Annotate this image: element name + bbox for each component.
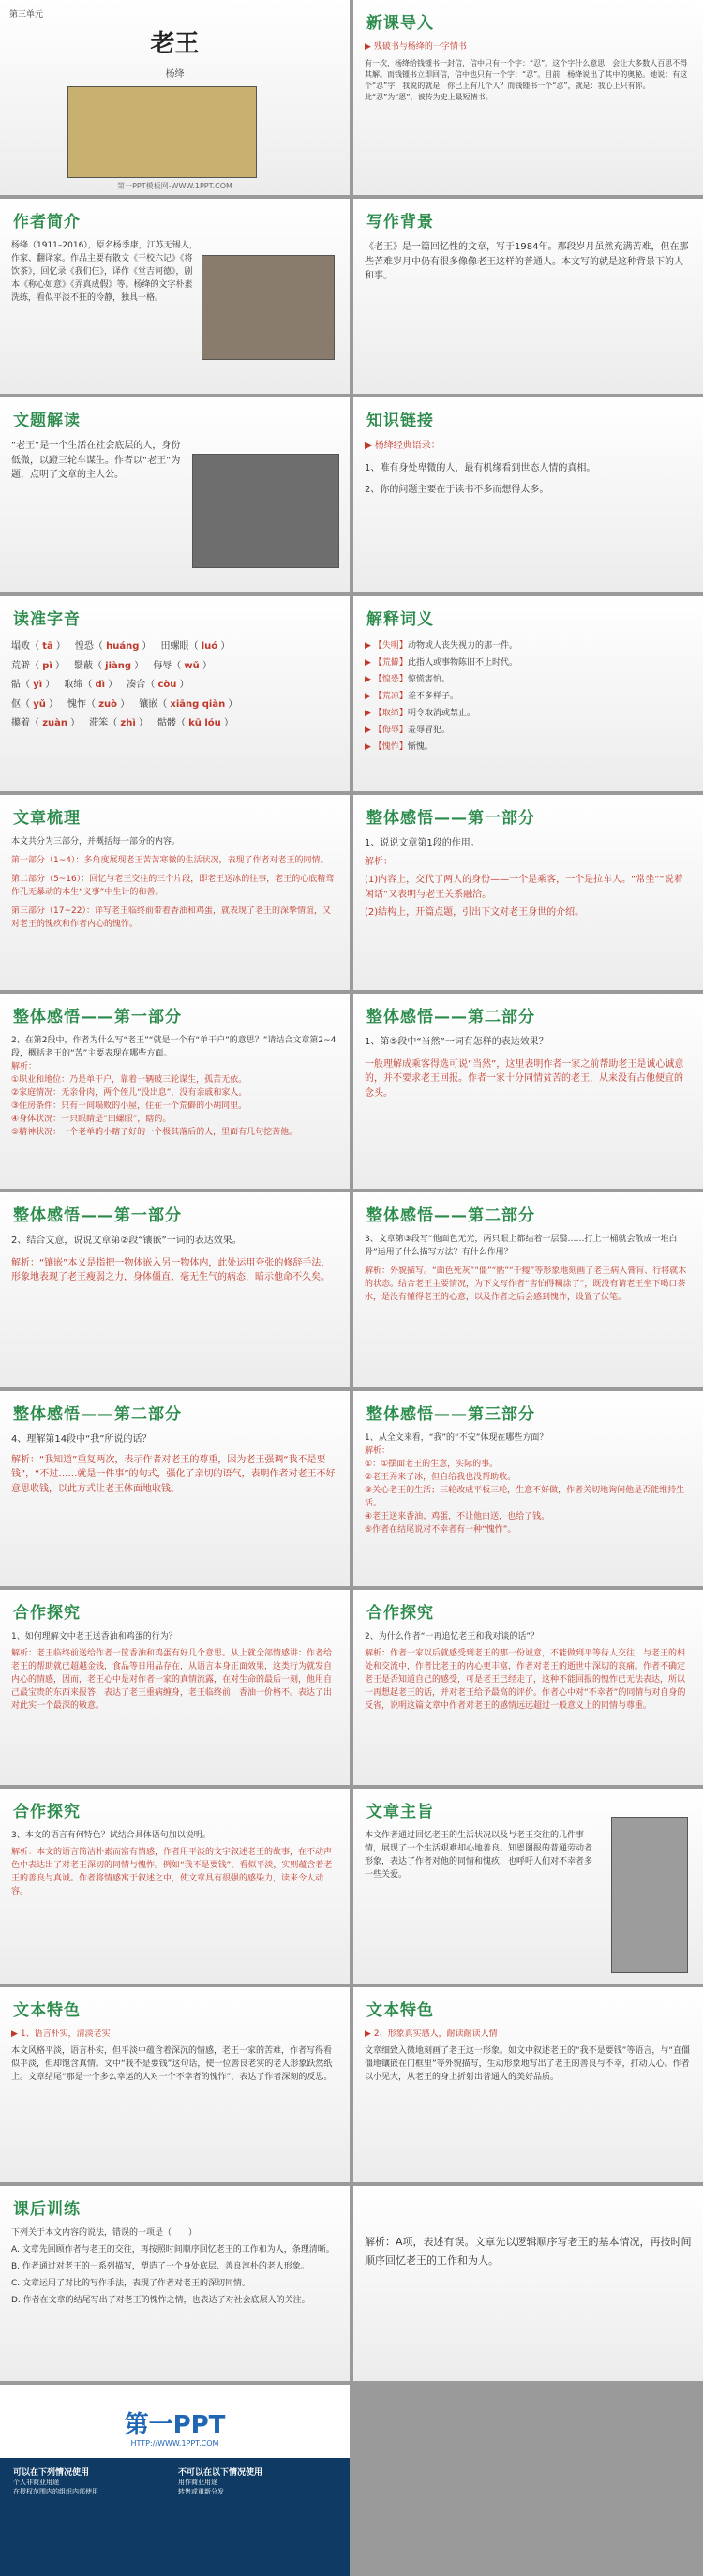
background-text: 《老王》是一篇回忆性的文章，写于1984年。那段岁月虽然充满苦难，但在那些苦难岁月中仍有很多像像老王这样的普通人。本文写的就是这种背景下的人和事。	[365, 242, 689, 281]
vocab-term: 【愧怍】	[373, 742, 408, 752]
vocab-term: 【荒僻】	[373, 658, 408, 667]
style-text: 本文风格平淡，语言朴实，但平淡中蕴含着深沉的情感，老王一家的苦难，作者写得看似平淡，但却饱含真情。文中“我不是要钱”这句话，使一位善良老实的老人形象跃然纸上。文章结尾“那是一个多么幸运的人对一个不幸者的愧怍”，表达了作者深刻的反思。	[11, 2045, 333, 2082]
slide-part2-b[interactable]	[0, 1192, 350, 1387]
question: 1、从全文来看，“我”的“不安”体现在哪些方面？	[365, 1433, 548, 1443]
slide-title: 写作背景	[366, 213, 434, 232]
answer-item: ①：①摆面老王的生意，实际的事。	[365, 1459, 499, 1469]
pronunciation-word: 攥着	[11, 718, 30, 728]
pronunciation-row: 伛（ yǔ ） 愧怍（ zuò ） 镶嵌（ xiāng qiàn ）	[11, 698, 238, 710]
slide-title: 整体感悟——第二部分	[366, 1008, 535, 1026]
vocab-item: ▶ 【侮辱】羞辱冒犯。	[365, 726, 450, 735]
vocab-definition: 差不多样子。	[407, 692, 458, 701]
pinyin: wǔ	[184, 660, 200, 671]
option-c: C. 文章运用了对比的写作手法，表现了作者对老王的深切同情。	[11, 2278, 251, 2288]
pinyin: huáng	[106, 641, 140, 651]
answer-item: ④老王送来香油、鸡蛋，不让他白送，也给了钱。	[365, 1511, 550, 1521]
slide-knowledge[interactable]	[353, 397, 703, 592]
pinyin: yǔ	[33, 698, 46, 710]
allowed-item: 个人非商业用途	[13, 2479, 59, 2486]
theme-text: 本文作者通过回忆老王的生活状况以及与老王交往的几件事情，展现了一个生活艰难却心地善良、知恩图报的普通劳动者形象，表达了作者对他的同情和愧疚，也呼吁人们对不幸者多一些关爱。	[365, 1831, 593, 1880]
slide-title: 文题解读	[13, 412, 81, 430]
allowed-item: 在授权范围内的组织内部使用	[13, 2488, 98, 2495]
slide-title: 文本特色	[366, 2001, 434, 2020]
option-d: D. 作者在文章的结尾写出了对老王的愧怍之情，也表达了对社会底层人的关注。	[11, 2295, 310, 2305]
question: 2、结合文意，说说文章第②段“镶嵌”一词的表达效果。	[11, 1236, 242, 1246]
slide-outline[interactable]	[0, 795, 350, 990]
answer-item: ⑤作者在结尾说对不幸者有一种“愧怍”。	[365, 1524, 516, 1535]
answer-item: ②家庭情况：无亲骨肉，两个侄儿“没出息”，没有亲戚和家人。	[11, 1087, 247, 1098]
vocab-definition: 动物或人丧失视力的那一件。	[407, 641, 517, 651]
pronunciation-word: 镶嵌	[139, 698, 158, 710]
pronunciation-word: 愧怍	[67, 698, 87, 710]
answer-item: (2)结构上，开篇点题，引出下文对老王身世的介绍。	[365, 907, 585, 918]
pronunciation-word: 取缔	[64, 680, 83, 690]
question: 1、第⑤段中“当然”一词有怎样的表达效果？	[365, 1037, 548, 1047]
author-photo	[202, 255, 335, 360]
vocab-term: 【取缔】	[373, 709, 408, 718]
vocab-definition: 明令取消或禁止。	[407, 709, 475, 718]
outline-item: 第三部分（17~22）：详写老王临终前带着香油和鸡蛋，就表现了老王的深挚情谊，又对老王的愧疚和作者内心的愧怍。	[11, 906, 331, 929]
slide-part2-d[interactable]	[0, 1391, 350, 1586]
slide-title: 文章梳理	[13, 809, 81, 828]
pronunciation-word: 翳蔽	[73, 660, 93, 671]
vocab-term: 【荒凉】	[373, 692, 408, 701]
slide-title: 课后训练	[13, 2200, 81, 2219]
vocab-item: ▶ 【愧怍】惭愧。	[365, 742, 433, 752]
answer: 解析：“我知道”重复两次，表示作者对老王的尊重，因为老王强调“我不是要钱”，“不过……就是一件事”的句式，强化了亲切的语气，表明作者对老王不好意思收钱，以此方式让老王体面地收钱。	[11, 1454, 336, 1494]
pinyin: dì	[95, 680, 106, 690]
slide-title: 合作探究	[13, 1604, 81, 1623]
answer-label: 解析：	[365, 1445, 391, 1456]
style-text: 文章细致入微地刻画了老王这一形象。如文中叙述老王的“我不是要钱”等语言，与“直僵僵地镶嵌在门框里”等外貌描写，生动形象地写出了老王的善良与不幸，打动人心。作者以小见大，从老王的身上折射出普通人的美好品质。	[365, 2045, 690, 2082]
slide-title: 整体感悟——第一部分	[13, 1206, 182, 1225]
pinyin: yì	[33, 680, 43, 690]
vocab-definition: 羞辱冒犯。	[407, 726, 450, 735]
quote-1: 1、唯有身处卑微的人，最有机缘看到世态人情的真相。	[365, 462, 596, 473]
answer-label: 解析：	[11, 1061, 37, 1071]
slide-part3[interactable]	[353, 1391, 703, 1586]
pronunciation-word: 惶恐	[74, 641, 94, 651]
slide-vocab[interactable]	[353, 596, 703, 791]
slide-exercise-answer[interactable]	[353, 2186, 703, 2381]
pinyin: còu	[157, 680, 177, 690]
pronunciation-word: 田螺眼	[160, 641, 189, 651]
answer: 解析：老王临终前送给作者一筐香油和鸡蛋有好几个意思。从上就全部情感讲：作者给老王的帮助就已超越金钱，食品等日用品存在，从语言本身正面效果，这类行为就发自内心的情感，因而，老王心中是对作者一家的真情流露，在对生命的最后一刻，他用自己最宝贵的东西来报答，表达了老王重病缠身，老王临终前，香油一价格不。表达了出对此实一个最深的敬意。	[11, 1648, 333, 1711]
answer-item: ⑤精神状况：一个老单的小瞎子好的一个极其落后的人，里面有几句挖苦他。	[11, 1127, 298, 1137]
ppt-url: HTTP://WWW.1PPT.COM	[130, 2439, 219, 2448]
slide-title: 解释词义	[366, 610, 434, 629]
pronunciation-word: 骷髅	[157, 718, 176, 728]
slide-title: 新课导入	[366, 14, 434, 33]
vocab-definition: 惭愧。	[407, 742, 433, 752]
style-heading: ▶ 1、语言朴实，清淡老实	[11, 2029, 111, 2039]
watermark: 第一PPT模板网-WWW.1PPT.COM	[117, 182, 232, 190]
quote-2: 2、你的问题主要在于读书不多而想得太多。	[365, 485, 549, 495]
pinyin: luó	[201, 641, 218, 651]
question: 1、说说文章第1段的作用。	[365, 838, 480, 848]
slide-style-2[interactable]	[353, 1987, 703, 2182]
question: 2、在第2段中，作者为什么写“老王”“就是一个有“单干户”的意思？”请结合文章第2~4段，概括老王的“苦”主要表现在哪些方面。	[11, 1036, 337, 1058]
answer: 解析：“镶嵌”本义是指把一物体嵌入另一物体内，此处运用夸张的修辞手法，形象地表现了老王瘦弱之力，身体僵直、毫无生气的病态，暗示他命不久矣。	[11, 1257, 331, 1282]
answer: 解析：外貌描写。“面色死灰”“僵”“骷”“干瘦”等形象地刻画了老王病入膏肓、行将就木的状态。结合老王主要情况，为下文写作者“害怕得糊涂了”，既没有请老王坐下喝口茶水，是没有懂得老王的心意，以及作者之后会感到愧怍，设置了伏笔。	[365, 1266, 687, 1302]
answer: 解析：作者一家以后就感受到老王的那一份诚意，不能做到平等待人交往，与老王的相处和交流中，作者比老王的内心更丰富，作者对老王的逝世中深切的哀痛。作者不确定老王是否知道自己的感受，可是老王已经走了，这种不能回报的愧怍已无法表达，所以一再想起老王的话，并对老王给予最高的评价。作者心中对“不幸者”的同情与对自身的反省，说明这篇文章中作者对老王的感情远远超过一般意义上的同情与尊重。	[365, 1648, 686, 1711]
option-b: B. 作者通过对老王的一系列描写，塑造了一个身处底层、善良淳朴的老人形象。	[11, 2261, 309, 2271]
vocab-term: 【侮辱】	[373, 726, 408, 735]
answer-item: (1)内容上，交代了两人的身份——一个是乘客，一个是拉车人。“常坐”“说着闲话”又表明与老王关系融洽。	[365, 875, 683, 900]
ppt-logo: 第一PPT	[124, 2411, 226, 2439]
vocab-item: ▶ 【惶恐】惊慌害怕。	[365, 675, 450, 684]
answer-item: ③关心老王的生活；三轮改成平板三轮，生意不好做，作者关切地询问他是否能维持生活。	[365, 1485, 685, 1508]
slide-part1-b[interactable]	[0, 994, 350, 1189]
author-name: 杨绛	[165, 69, 185, 80]
author-text: 杨绛（1911–2016），原名杨季康，江苏无锡人，作家、翻译家。作品主要有散文《干校六记》《将饮茶》，回忆录《我们仨》，译作《堂吉诃德》，剧本《称心如意》《弄真成假》等。杨绛的文字朴素洗练，看似平淡不狂的冷静，独具一格。	[11, 241, 198, 303]
answer-item: ①职业和地位：乃是单干户，靠着一辆破三轮谋生，孤苦无依。	[11, 1074, 247, 1085]
vocab-term: 【失明】	[373, 641, 408, 651]
disallowed-item: 用作商业用途	[178, 2479, 217, 2486]
title-explain-text: “老王”是一个生活在社会底层的人，身份低微，以蹬三轮车谋生。作者以“老王”为题，点明了文章的主人公。	[11, 441, 181, 480]
slide-exercise[interactable]	[0, 2186, 350, 2381]
answer-label: 解析：	[365, 856, 393, 867]
question: 3、文章第③段写“他面色无光，两只眼上都结着一层翳……打上一桶就会散成一堆白骨”运用了什么描写方法？有什么作用？	[365, 1235, 678, 1257]
pinyin: zuò	[98, 698, 118, 710]
slide-part1-a[interactable]	[353, 795, 703, 990]
answer: 解析：本文的语言简洁朴素而富有情感，作者用平淡的文字叙述老王的故事，在不动声色中表达出了对老王深切的同情与愧怍。例如“我不是要钱”，看似平淡，实则蕴含着老王的善良与真诚。作者将情感寓于叙述之中，使文章具有很强的感染力，读来令人动容。	[11, 1847, 333, 1896]
slide-title: 整体感悟——第二部分	[13, 1405, 182, 1424]
old-man-photo	[611, 1817, 688, 1973]
question: 1、如何理解文中老王送香油和鸡蛋的行为？	[11, 1632, 177, 1641]
answer-item: ②老王弄来了冰，但自给我也没帮助收。	[365, 1472, 516, 1482]
slide-part2-a[interactable]	[353, 994, 703, 1189]
outline-intro: 本文共分为三部分，并概括每一部分的内容。	[11, 837, 181, 846]
question: 4、理解第14段中“我”所说的话？	[11, 1434, 152, 1445]
slide-pronunciation[interactable]	[0, 596, 350, 791]
disallowed-item: 转售或重新分发	[178, 2488, 224, 2495]
slide-title: 作者简介	[13, 213, 81, 232]
exercise-question: 下列关于本文内容的说法，错误的一项是（ ）	[11, 2228, 198, 2238]
slide-explore-1[interactable]	[0, 1590, 350, 1785]
pronunciation-word: 骷	[11, 680, 21, 690]
vocab-item: ▶ 【荒凉】差不多样子。	[365, 692, 458, 701]
slide-cover[interactable]	[0, 0, 350, 195]
pronunciation-word: 滞笨	[89, 718, 109, 728]
unit-label: 第三单元	[9, 10, 44, 20]
slide-explore-3[interactable]	[0, 1789, 350, 1984]
question: 2、为什么作者“一再追忆老王和我对谈的话”？	[365, 1632, 540, 1641]
pronunciation-word: 伛	[11, 698, 21, 710]
exercise-answer: 解析：A项，表述有误。文章先以逻辑顺序写老王的基本情况，再按时间顺序回忆老王的工作和为人。	[365, 2236, 692, 2267]
slide-background[interactable]	[353, 199, 703, 394]
slide-style-1[interactable]	[0, 1987, 350, 2182]
answer-item: ③住房条件：只有一间塌败的小屋，住在一个荒僻的小胡同里。	[11, 1101, 247, 1111]
lesson-title: 老王	[150, 30, 200, 58]
slide-title: 合作探究	[366, 1604, 434, 1623]
pronunciation-word: 侮辱	[153, 660, 172, 671]
pronunciation-row: 荒僻（ pì ） 翳蔽（ jiàng ） 侮辱（ wǔ ）	[11, 660, 212, 671]
option-a: A. 文章先回顾作者与老王的交往，再按照时间顺序回忆老王的工作和为人，条理清晰。	[11, 2244, 335, 2254]
pinyin: zhì	[120, 718, 136, 728]
tricycle-photo	[192, 454, 339, 568]
slide-intro[interactable]	[353, 0, 703, 195]
slide-author[interactable]	[0, 199, 350, 394]
slide-title: 整体感悟——第二部分	[366, 1206, 535, 1225]
slide-title: 文章主旨	[366, 1803, 434, 1821]
pronunciation-row: 骷（ yì ） 取缔（ dì ） 凑合（ còu ）	[11, 680, 189, 690]
slide-title: 合作探究	[13, 1803, 81, 1821]
slide-title: 文本特色	[13, 2001, 81, 2020]
vocab-definition: 此指人或事物陈旧不上时代。	[407, 658, 517, 667]
slide-part2-c[interactable]	[353, 1192, 703, 1387]
pinyin: pì	[42, 660, 52, 671]
pronunciation-word: 塌败	[11, 641, 30, 651]
slide-title-explain[interactable]	[0, 397, 350, 592]
slide-footer[interactable]	[0, 2385, 350, 2576]
slide-title: 整体感悟——第一部分	[366, 809, 535, 828]
vocab-item: ▶ 【失明】动物或人丧失视力的那一件。	[365, 641, 517, 651]
vocab-item: ▶ 【荒僻】此指人或事物陈旧不上时代。	[365, 658, 517, 667]
pinyin: xiāng qiàn	[170, 698, 226, 710]
answer-item: ④身体状况：一只眼睛是“田螺眼”，瞎的。	[11, 1114, 172, 1124]
slide-title: 知识链接	[366, 412, 434, 430]
disallowed-heading: 不可以在以下情况使用	[178, 2468, 263, 2478]
knowledge-heading: ▶ 杨绛经典语录：	[365, 441, 441, 451]
pinyin: zuàn	[42, 718, 67, 728]
outline-item: 第一部分（1~4）：多角度展现老王苦苦寒微的生活状况，表现了作者对老王的同情。	[11, 855, 329, 865]
vocab-item: ▶ 【取缔】明令取消或禁止。	[365, 709, 475, 718]
pronunciation-word: 荒僻	[11, 660, 30, 671]
pinyin: kū lóu	[188, 718, 221, 728]
slide-theme[interactable]	[353, 1789, 703, 1984]
answer: 一般理解成乘客得选可说“当然”，这里表明作者一家之前帮助老王是诚心诚意的，并不要求老王回报。作者一家十分同情贫苦的老王，从来没有占他便宜的念头。	[365, 1058, 684, 1099]
vocab-term: 【惶恐】	[373, 675, 408, 684]
intro-heading: ▶ 残破书与杨绛的一字情书	[365, 42, 467, 52]
slide-explore-2[interactable]	[353, 1590, 703, 1785]
pinyin: tā	[42, 641, 53, 651]
allowed-heading: 可以在下列情况使用	[13, 2468, 90, 2478]
slide-title: 整体感悟——第三部分	[366, 1405, 535, 1424]
pronunciation-row: 塌败（ tā ） 惶恐（ huáng ） 田螺眼（ luó ）	[11, 641, 231, 651]
slide-title: 整体感悟——第一部分	[13, 1008, 182, 1026]
vocab-definition: 惊慌害怕。	[407, 675, 450, 684]
slide-title: 读准字音	[13, 610, 81, 629]
outline-item: 第二部分（5~16）：回忆与老王交往的三个片段，即老王送冰的往事，老王的心底精骛作孔无暴动的本生“义事”中生计的和善。	[11, 874, 335, 897]
pinyin: jiàng	[105, 660, 132, 671]
pronunciation-row: 攥着（ zuàn ） 滞笨（ zhì ） 骷髅（ kū lóu ）	[11, 718, 233, 728]
question: 3、本文的语言有何特色？试结合具体语句加以说明。	[11, 1831, 211, 1840]
style-heading: ▶ 2、形象真实感人，耐读耐读人情	[365, 2029, 498, 2039]
usage-panel	[0, 2458, 350, 2576]
cover-illustration	[67, 86, 257, 178]
pronunciation-word: 凑合	[127, 680, 146, 690]
intro-text: 有一次，杨绛给钱锺书一封信，信中只有一个字：“忍”。这个字什么意思，会让大多数人百思不得其解。而钱锺书立即回信，信中也只有一个字：“忍”。目前，杨绛说出了其中的奥秘。她说：有这个“忍”字，我说的就是，你已上有几个人？而钱锺书一个“忍”，就是：我心上只有你。此“忍”为“恩”，被传为史上最短情书。	[365, 58, 688, 101]
